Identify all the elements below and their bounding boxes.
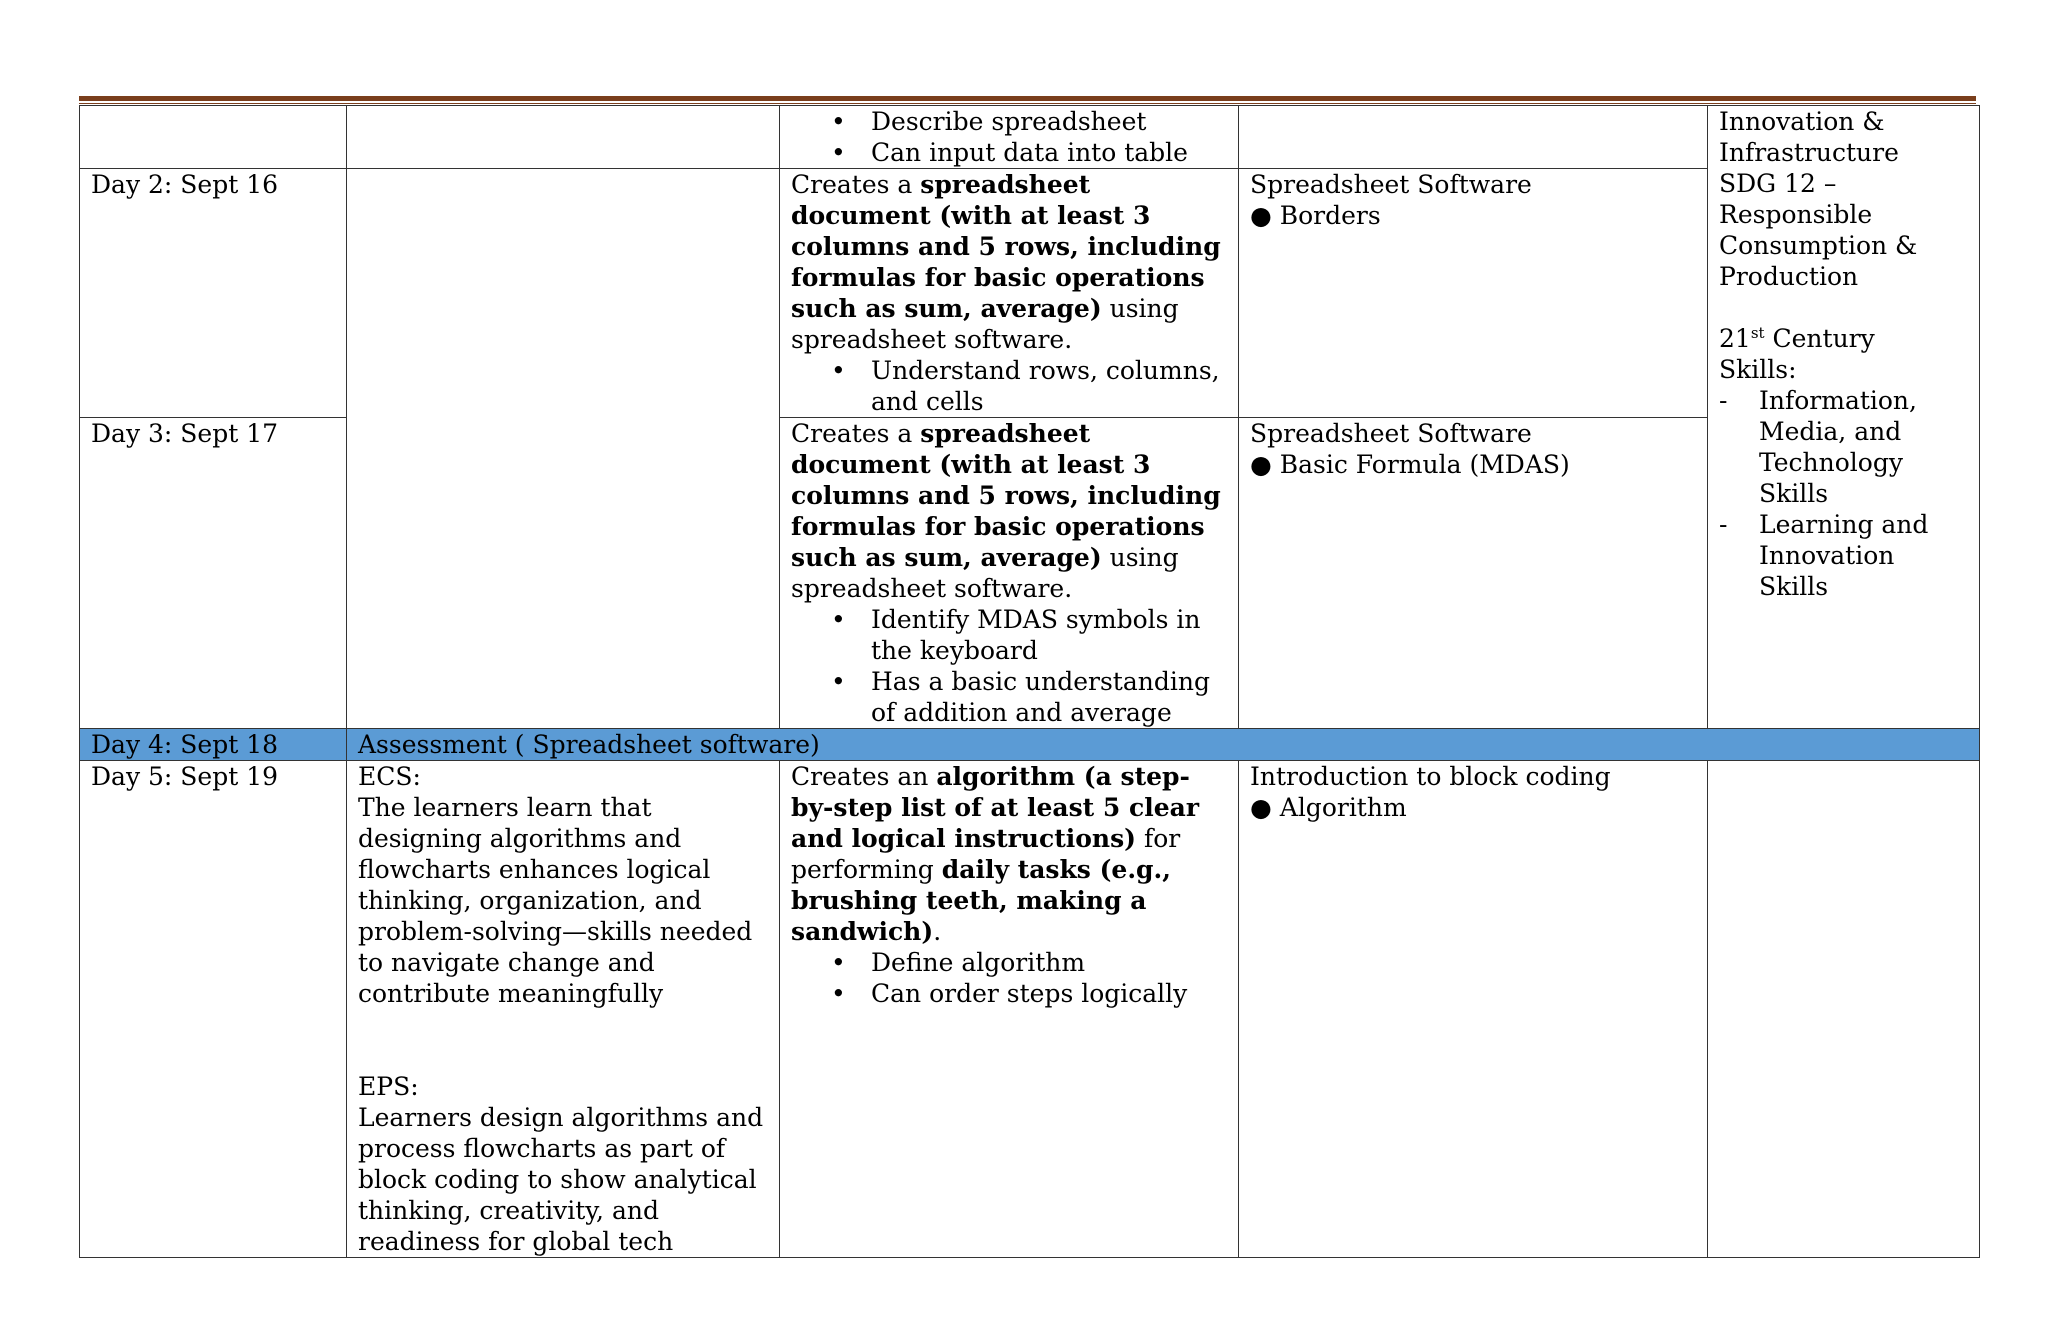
list-item: • Can order steps logically	[871, 978, 1227, 1009]
integration-cell	[1708, 106, 1980, 729]
objective-bullets	[791, 355, 1227, 417]
objective-post: using spreadsheet software.	[791, 543, 1179, 603]
objective-bold: algorithm (a step-by-step list of at least 5 clear and logical instructions)	[791, 762, 1200, 853]
integration-cell	[1708, 761, 1980, 1258]
assessment-row	[80, 729, 1980, 761]
ecs-label: ECS:	[358, 762, 421, 791]
skills-sup: st	[1750, 324, 1765, 342]
content-cell	[1239, 169, 1708, 418]
objective-cell	[780, 418, 1239, 729]
header-rule	[79, 96, 1976, 101]
objective-bullets	[791, 947, 1227, 1009]
list-item: - Information, Media, and Technology Skills	[1759, 385, 1968, 509]
table-row	[80, 761, 1980, 1258]
content-cell	[1239, 761, 1708, 1258]
integration-line: Responsible	[1719, 200, 1873, 229]
objective-text	[791, 418, 1227, 604]
content-cell	[1239, 418, 1708, 729]
day-cell: Day 2: Sept 16	[80, 169, 347, 418]
day-cell: Day 4: Sept 18	[80, 729, 347, 761]
objective-text	[791, 761, 1227, 947]
skills-list	[1719, 385, 1968, 602]
content-title: Spreadsheet Software	[1250, 170, 1532, 199]
integration-line: Infrastructure	[1719, 138, 1899, 167]
development-cell	[347, 106, 780, 169]
objective-post: .	[933, 917, 942, 946]
spacer	[358, 1009, 768, 1040]
objective-cell	[780, 106, 1239, 169]
objective-cell	[780, 169, 1239, 418]
day-cell	[80, 106, 347, 169]
content-title: Introduction to block coding	[1250, 762, 1611, 791]
eps-label: EPS:	[358, 1072, 419, 1101]
development-cell	[347, 169, 780, 729]
skills-prefix: 21	[1719, 324, 1751, 353]
list-item: • Identify MDAS symbols in the keyboard	[871, 604, 1227, 666]
objective-text	[791, 169, 1227, 355]
objective-bullets	[791, 604, 1227, 728]
objective-pre: Creates a	[791, 170, 921, 199]
content-item: ● Borders	[1250, 201, 1381, 230]
list-item: • Can input data into table	[871, 137, 1227, 168]
skills-heading-line2: Skills:	[1719, 355, 1797, 384]
list-item: • Has a basic understanding of addition and average	[871, 666, 1227, 728]
day-cell: Day 3: Sept 17	[80, 418, 347, 729]
list-item: - Learning and Innovation Skills	[1759, 509, 1968, 602]
objective-bold: spreadsheet document (with at least 3 columns and 5 rows, including formulas for basic operations such as sum, average)	[791, 170, 1221, 323]
objective-pre: Creates a	[791, 419, 921, 448]
lesson-plan-table	[79, 105, 1980, 1258]
spacer	[1719, 292, 1968, 323]
integration-line: Consumption &	[1719, 231, 1918, 260]
integration-line: Innovation &	[1719, 107, 1885, 136]
content-item: ● Basic Formula (MDAS)	[1250, 450, 1570, 479]
content-title: Spreadsheet Software	[1250, 419, 1532, 448]
table-row	[80, 106, 1980, 169]
objective-cell	[780, 761, 1239, 1258]
objective-bold: spreadsheet document (with at least 3 columns and 5 rows, including formulas for basic operations such as sum, average)	[791, 419, 1221, 572]
content-item: ● Algorithm	[1250, 793, 1407, 822]
skills-suffix: Century	[1764, 324, 1875, 353]
list-item: • Understand rows, columns, and cells	[871, 355, 1227, 417]
content-cell	[1239, 106, 1708, 169]
ecs-text: The learners learn that designing algorithms and flowcharts enhances logical thinking, organization, and problem-solving—skills needed to navigate change and contribute meaningfully	[358, 793, 753, 1008]
spacer	[358, 1040, 768, 1071]
integration-line: Production	[1719, 262, 1859, 291]
list-item: • Define algorithm	[871, 947, 1227, 978]
eps-text: Learners design algorithms and process flowcharts as part of block coding to show analytical thinking, creativity, and readiness for global tech	[358, 1103, 764, 1256]
objective-bold: daily tasks (e.g., brushing teeth, making a sandwich)	[791, 855, 1171, 946]
table-row	[80, 169, 1980, 418]
header-rule-thin	[79, 103, 1976, 104]
objective-pre: Creates an	[791, 762, 937, 791]
objective-bullets	[791, 106, 1227, 168]
list-item: • Describe spreadsheet	[871, 106, 1227, 137]
integration-line: SDG 12 –	[1719, 169, 1837, 198]
development-cell	[347, 761, 780, 1258]
skills-heading	[1719, 323, 1968, 354]
objective-post: using spreadsheet software.	[791, 294, 1179, 354]
objective-mid: for performing	[791, 824, 1181, 884]
day-cell: Day 5: Sept 19	[80, 761, 347, 1258]
assessment-cell: Assessment ( Spreadsheet software)	[347, 729, 1980, 761]
